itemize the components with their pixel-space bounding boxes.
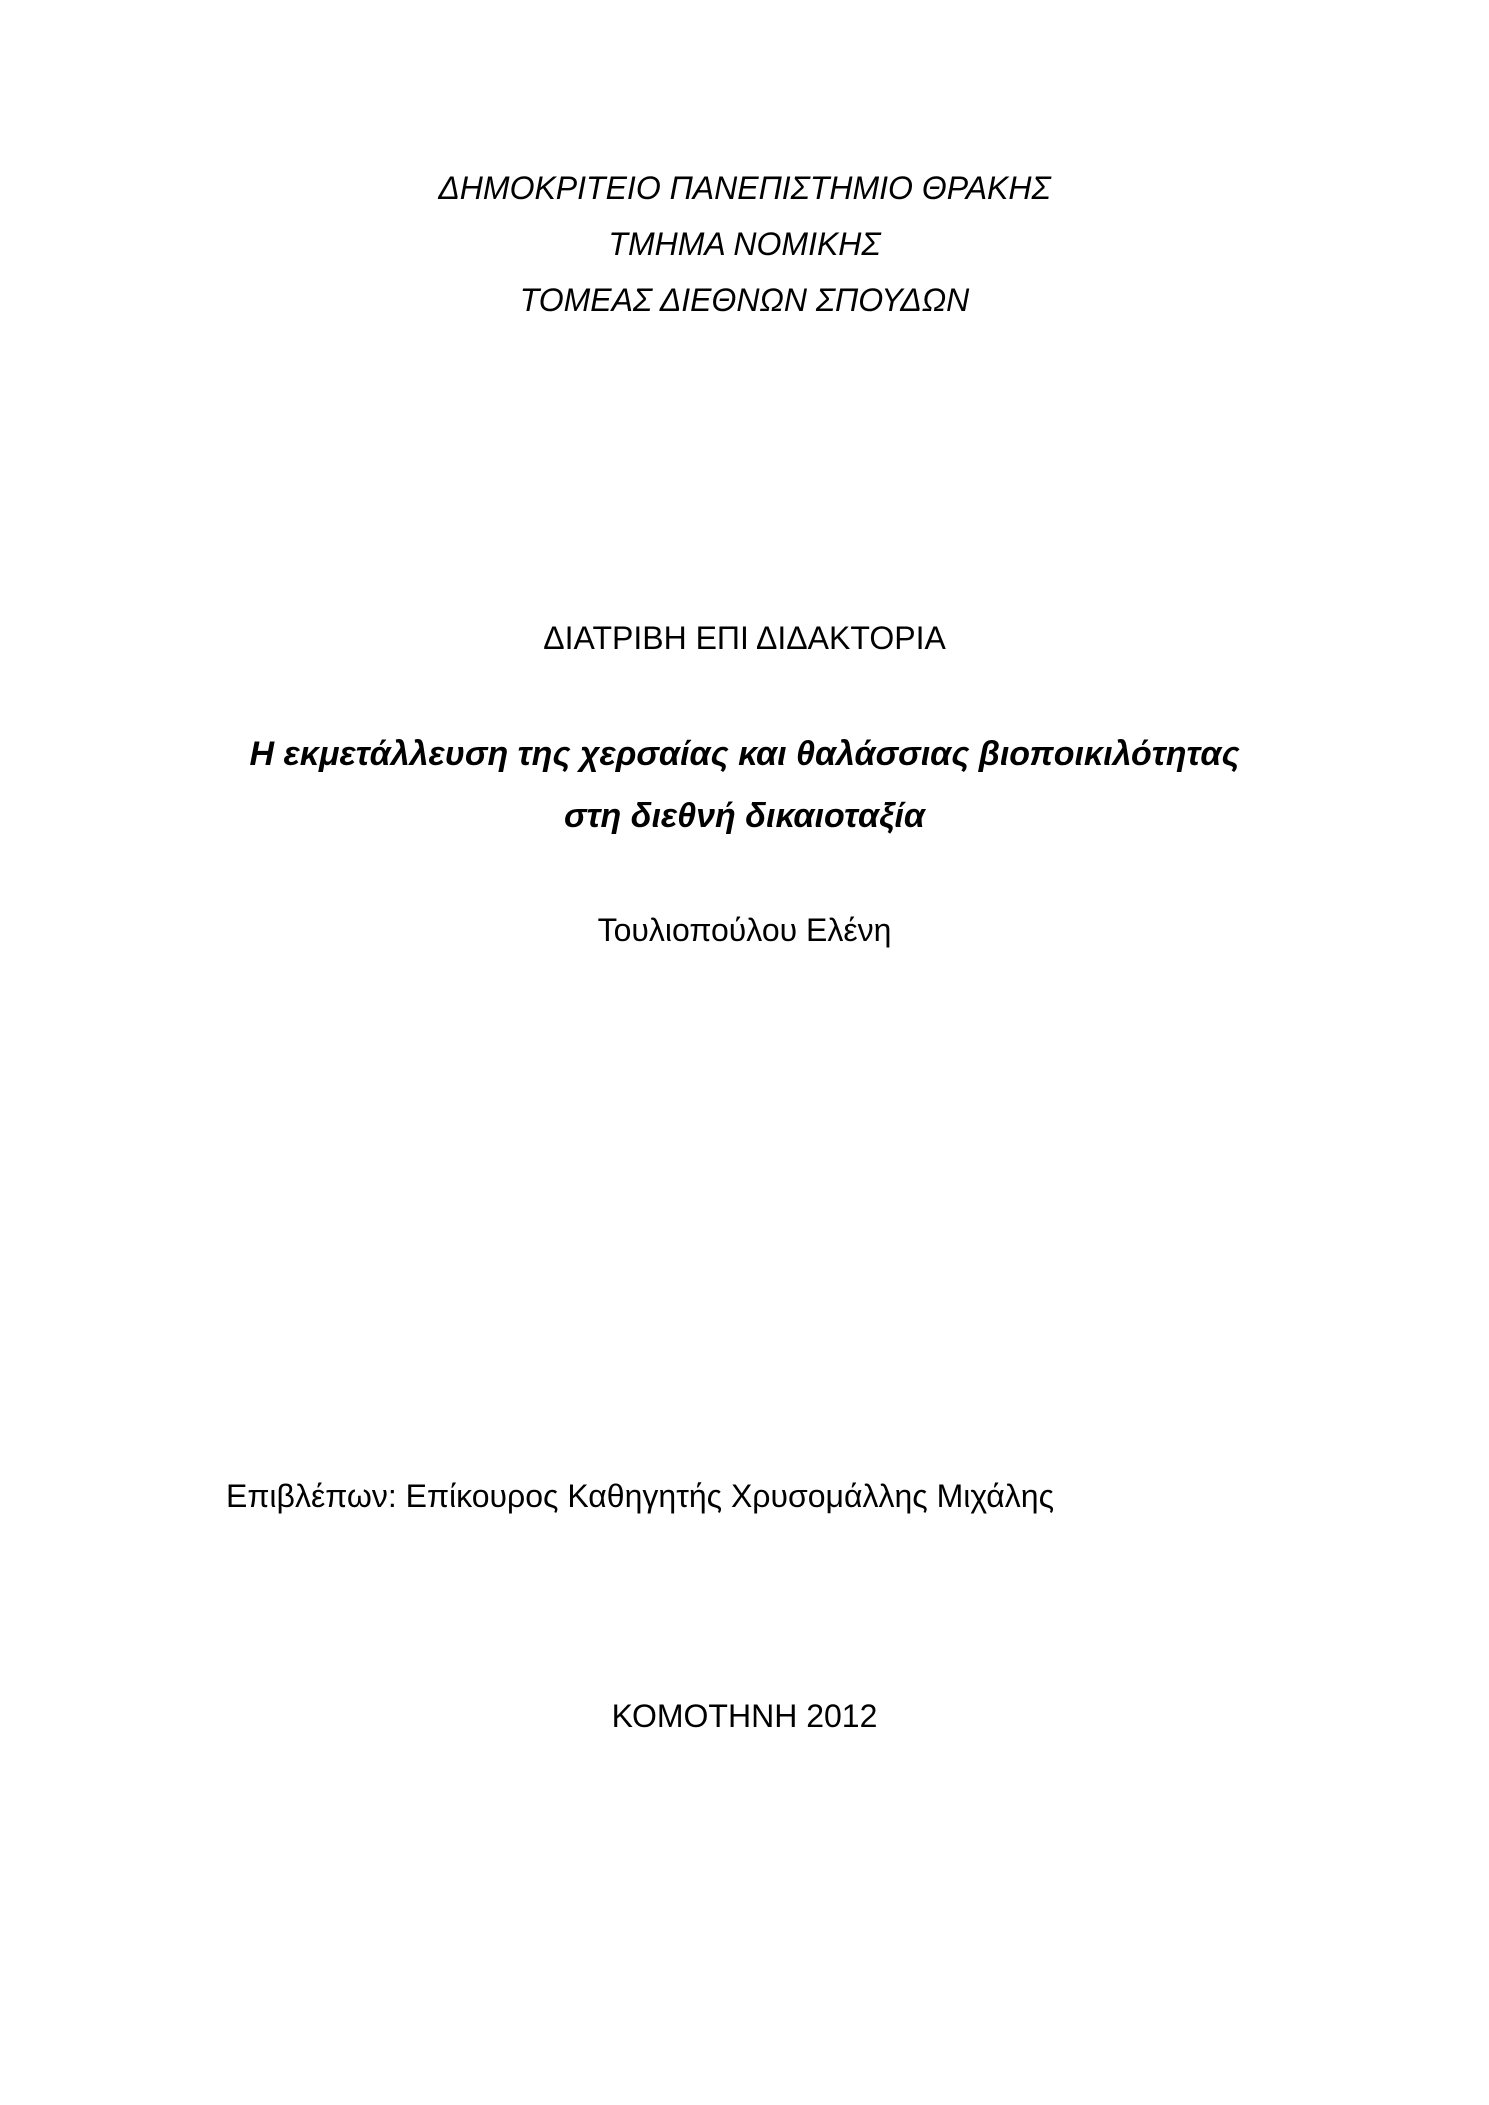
place-year: ΚΟΜΟΤΗΝΗ 2012 (611, 1698, 878, 1734)
thesis-type: ΔΙΑΤΡΙΒΗ ΕΠΙ ΔΙΔΑΚΤΟΡΙΑ (543, 620, 946, 656)
supervisor-line: Επιβλέπων: Επίκουρος Καθηγητής Χρυσομάλλης Μιχάλης (226, 1478, 1054, 1514)
thesis-title-line-1: Η εκμετάλλευση της χερσαίας και θαλάσσιας βιοποικιλότητας (249, 735, 1240, 773)
university-name: ΔΗΜΟΚΡΙΤΕΙΟ ΠΑΝΕΠΙΣΤΗΜΙΟ ΘΡΑΚΗΣ (438, 170, 1051, 206)
author-name: Τουλιοπούλου Ελένη (597, 912, 892, 948)
department-name: ΤΜΗΜΑ ΝΟΜΙΚΗΣ (608, 226, 881, 262)
section-name: ΤΟΜΕΑΣ ΔΙΕΘΝΩΝ ΣΠΟΥΔΩΝ (519, 282, 970, 318)
thesis-title-line-2: στη διεθνή δικαιοταξία (564, 797, 925, 835)
